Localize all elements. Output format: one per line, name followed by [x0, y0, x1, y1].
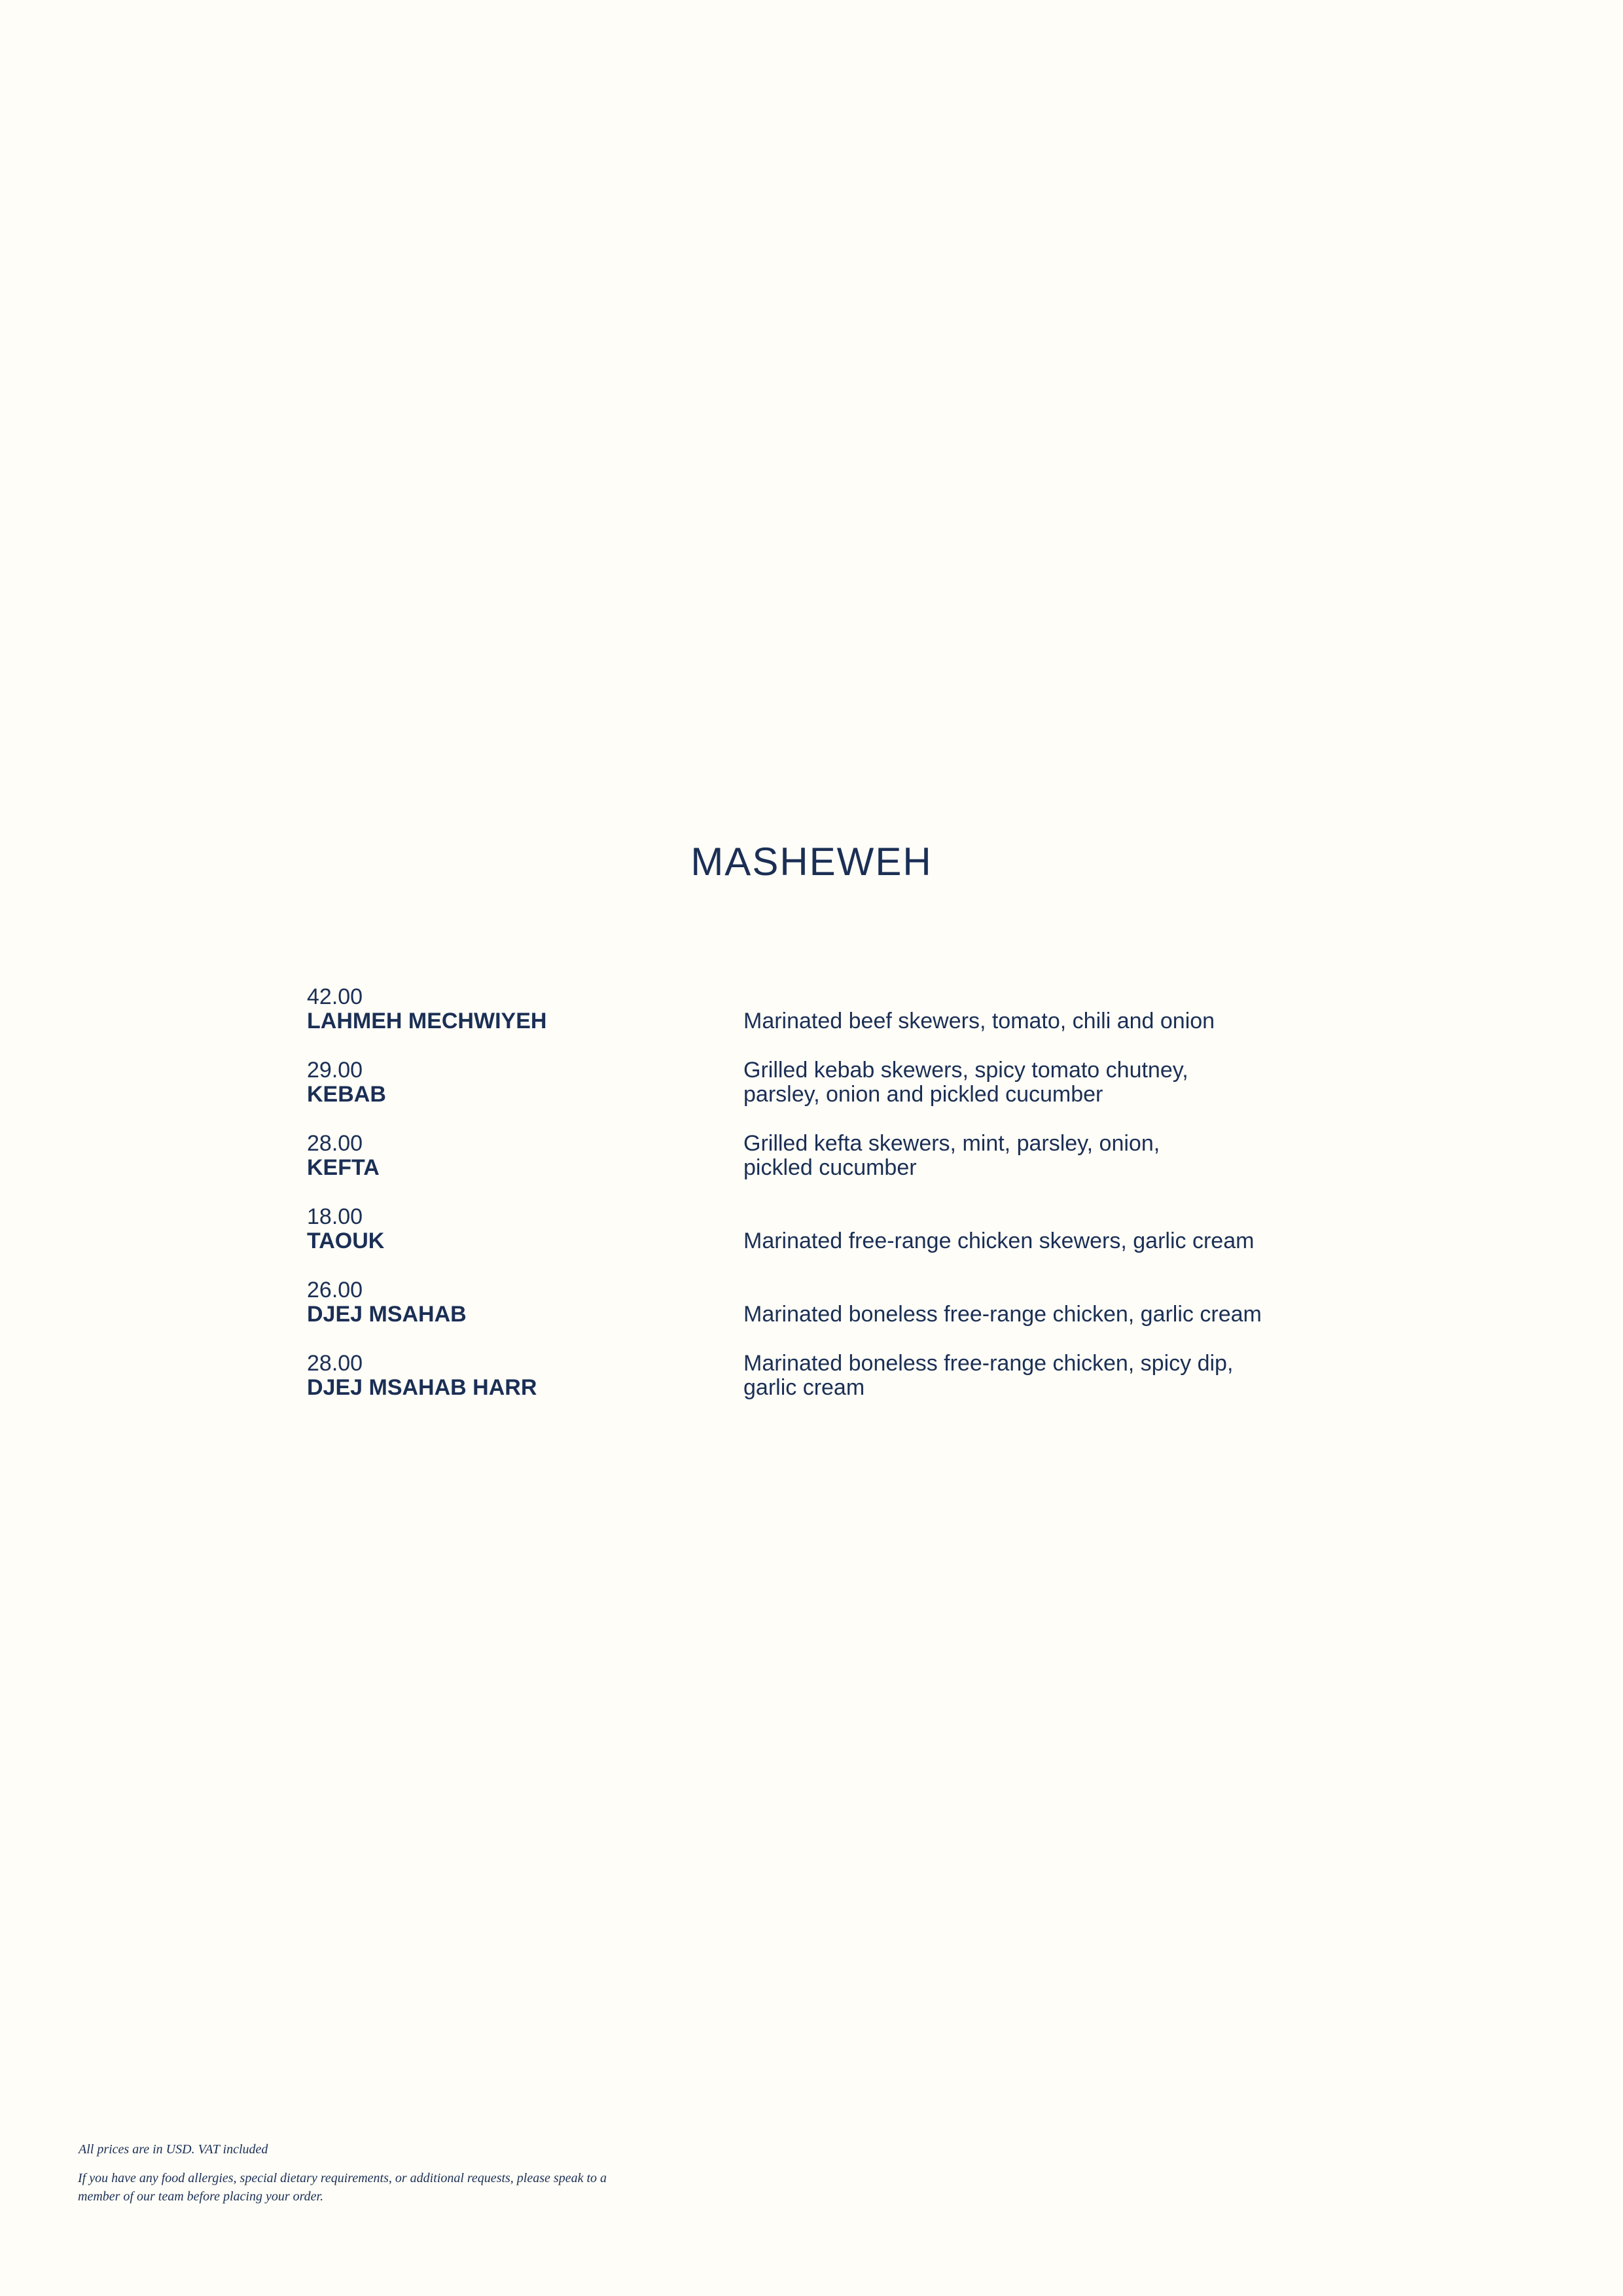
item-description: Marinated boneless free-range chicken, spicy dip, garlic cream: [743, 1351, 1234, 1400]
item-name: DJEJ MSAHAB: [307, 1302, 467, 1327]
item-name: KEBAB: [307, 1082, 386, 1107]
item-price: 28.00: [307, 1351, 363, 1376]
footer: [78, 2140, 732, 2206]
item-price: 28.00: [307, 1131, 363, 1156]
item-description: Marinated beef skewers, tomato, chili and onion: [743, 1009, 1215, 1033]
menu-item: [307, 1132, 1328, 1180]
allergy-note: [78, 2169, 732, 2206]
item-name: DJEJ MSAHAB HARR: [307, 1375, 537, 1400]
item-name: LAHMEH MECHWIYEH: [307, 1009, 547, 1033]
item-price: 26.00: [307, 1278, 363, 1302]
item-price: 18.00: [307, 1204, 363, 1229]
menu-list: [307, 985, 1328, 1425]
allergy-note-line-1: If you have any food allergies, special dietary requirements, or additional requests, please speak to a: [78, 2171, 607, 2185]
item-description: Grilled kebab skewers, spicy tomato chutney, parsley, onion and pickled cucumber: [743, 1058, 1188, 1107]
menu-item: [307, 1058, 1328, 1107]
item-price: 42.00: [307, 984, 363, 1009]
menu-item: [307, 985, 1328, 1033]
vat-note: All prices are in USD. VAT included: [79, 2142, 268, 2157]
menu-item: [307, 1205, 1328, 1253]
item-description: Marinated free-range chicken skewers, garlic cream: [743, 1229, 1255, 1253]
page-title: MASHEWEH: [690, 840, 933, 884]
item-name: KEFTA: [307, 1155, 380, 1180]
item-price: 29.00: [307, 1058, 363, 1083]
item-name: TAOUK: [307, 1229, 385, 1253]
menu-item: [307, 1278, 1328, 1327]
item-description: Marinated boneless free-range chicken, garlic cream: [743, 1302, 1262, 1327]
item-description: Grilled kefta skewers, mint, parsley, onion, pickled cucumber: [743, 1131, 1160, 1180]
menu-item: [307, 1352, 1328, 1400]
allergy-note-line-2: member of our team before placing your order.: [78, 2189, 324, 2204]
